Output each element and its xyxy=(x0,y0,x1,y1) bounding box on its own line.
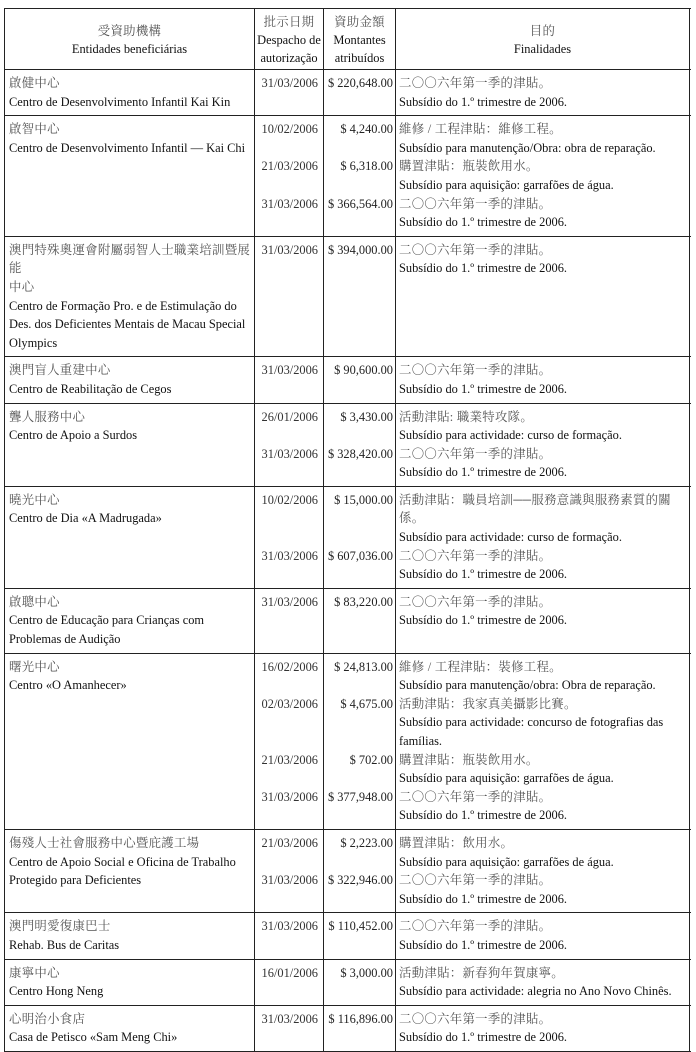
table-row xyxy=(5,404,691,487)
amount-awarded: $ 83,220.00 xyxy=(324,589,396,653)
authorization-date: 31/03/2006 xyxy=(255,871,324,912)
entity-name-line: Centro de Educação para Crianças com xyxy=(9,613,205,628)
entity-name-line: 中心 xyxy=(9,279,35,294)
purpose-line: Subsídio do 1.º trimestre de 2006. xyxy=(399,381,568,396)
header-amount-zh: 資助金額 xyxy=(334,15,385,29)
purpose-line: 二〇〇六年第一季的津貼。 xyxy=(399,594,552,609)
authorization-date: 02/03/2006 xyxy=(255,695,324,751)
entity-name-cell xyxy=(5,960,255,1005)
entity-name-cell xyxy=(5,913,255,958)
entity-name-line: 啟健中心 xyxy=(9,76,60,90)
authorization-date: 31/03/2006 xyxy=(255,788,324,829)
amount-awarded: $ 116,896.00 xyxy=(324,1006,396,1051)
purpose-line: 購置津貼：瓶裝飲用水。 xyxy=(399,752,539,767)
entity-name-line: Centro de Dia «A Madrugada» xyxy=(9,511,162,526)
entity-name-line: 啟聰中心 xyxy=(9,594,60,609)
purpose-line: Subsídio do 1.º trimestre de 2006. xyxy=(399,215,568,230)
amount-awarded: $ 3,430.00 xyxy=(324,404,396,445)
header-entity xyxy=(5,9,255,69)
purpose-line: Subsídio para actividade: curso de formação. xyxy=(399,530,622,545)
table-row xyxy=(5,913,691,959)
amount-awarded: $ 322,946.00 xyxy=(324,871,396,912)
entity-name-line: Centro de Reabilitação de Cegos xyxy=(9,381,172,396)
purpose-line: Subsídio para aquisição: garrafões de água. xyxy=(399,177,614,192)
entity-name-line: 康寧中心 xyxy=(9,965,60,980)
authorization-date: 10/02/2006 xyxy=(255,116,324,157)
purpose-line: 二〇〇六年第一季的津貼。 xyxy=(399,196,552,211)
purpose-line: 二〇〇六年第一季的津貼。 xyxy=(399,76,552,90)
entity-name-cell xyxy=(5,654,255,829)
entity-name-cell xyxy=(5,830,255,912)
authorization-date: 31/03/2006 xyxy=(255,589,324,653)
purpose-line: Subsídio do 1.º trimestre de 2006. xyxy=(399,465,568,480)
purpose-cell xyxy=(396,404,690,445)
purpose-line: Subsídio do 1.º trimestre de 2006. xyxy=(399,261,568,276)
amount-awarded: $ 15,000.00 xyxy=(324,487,396,547)
purpose-line: Subsídio para aquisição: garrafões de água. xyxy=(399,854,614,869)
purpose-line: Subsídio para actividade: alegria no Ano Novo Chinês. xyxy=(399,984,672,999)
purpose-cell xyxy=(396,237,690,357)
table-row xyxy=(5,487,691,589)
entity-name-line: 澳門特殊奧運會附屬弱智人士職業培訓暨展能 xyxy=(9,242,251,276)
purpose-line: 二〇〇六年第一季的津貼。 xyxy=(399,548,552,563)
header-date-zh: 批示日期 xyxy=(263,15,315,29)
authorization-date: 31/03/2006 xyxy=(255,547,324,588)
purpose-line: 活動津貼: 職業特攻隊。 xyxy=(399,409,534,424)
subsidy-table xyxy=(4,8,691,1052)
header-purpose-pt: Finalidades xyxy=(513,42,572,56)
purpose-line: 二〇〇六年第一季的津貼。 xyxy=(399,446,552,461)
entity-name-cell xyxy=(5,1006,255,1051)
entity-name-line: Centro de Desenvolvimento Infantil Kai Kin xyxy=(9,94,231,109)
authorization-date: 10/02/2006 xyxy=(255,487,324,547)
amount-awarded: $ 220,648.00 xyxy=(324,70,396,115)
authorization-date: 31/03/2006 xyxy=(255,70,324,115)
table-header xyxy=(5,9,691,70)
purpose-cell xyxy=(396,913,690,958)
authorization-date: 16/02/2006 xyxy=(255,654,324,695)
authorization-date: 31/03/2006 xyxy=(255,445,324,486)
entity-name-line: Problemas de Audição xyxy=(9,632,121,647)
purpose-line: 活動津貼：新春狗年賀康寧。 xyxy=(399,965,564,980)
amount-awarded: $ 4,675.00 xyxy=(324,695,396,751)
amount-awarded: $ 366,564.00 xyxy=(324,195,396,236)
purpose-cell xyxy=(396,487,690,547)
purpose-cell xyxy=(396,195,690,236)
purpose-cell xyxy=(396,116,690,157)
entity-name-line: 心明治小食店 xyxy=(9,1011,86,1026)
table-row xyxy=(5,116,691,237)
purpose-cell xyxy=(396,695,690,751)
purpose-line: Subsídio do 1.º trimestre de 2006. xyxy=(399,891,568,906)
authorization-date: 16/01/2006 xyxy=(255,960,324,1005)
amount-awarded: $ 3,000.00 xyxy=(324,960,396,1005)
amount-awarded: $ 2,223.00 xyxy=(324,830,396,871)
purpose-line: 維修 / 工程津貼：維修工程。 xyxy=(399,122,562,137)
purpose-line: Subsídio para aquisição: garrafões de água. xyxy=(399,771,614,786)
purpose-line: 二〇〇六年第一季的津貼。 xyxy=(399,242,552,257)
entity-name-line: 傷殘人士社會服務中心暨庇護工場 xyxy=(9,835,200,850)
header-amount-pt: atribuídos xyxy=(334,51,385,65)
table-row xyxy=(5,357,691,403)
authorization-date: 31/03/2006 xyxy=(255,195,324,236)
table-body xyxy=(5,70,691,1052)
amount-awarded: $ 24,813.00 xyxy=(324,654,396,695)
purpose-cell xyxy=(396,751,690,788)
purpose-line: Subsídio para manutenção/Obra: obra de reparação. xyxy=(399,140,656,155)
header-purpose-zh: 目的 xyxy=(529,24,556,38)
amount-awarded: $ 702.00 xyxy=(324,751,396,788)
header-date-pt: Despacho de xyxy=(257,33,321,47)
purpose-cell xyxy=(396,1006,690,1051)
purpose-line: Subsídio do 1.º trimestre de 2006. xyxy=(399,1030,568,1045)
entity-name-line: Des. dos Deficientes Mentais de Macau Special xyxy=(9,317,246,332)
entity-name-cell xyxy=(5,589,255,653)
purpose-line: 二〇〇六年第一季的津貼。 xyxy=(399,1011,552,1026)
entity-name-line: Centro Hong Neng xyxy=(9,984,104,999)
table-row xyxy=(5,1006,691,1052)
amount-awarded: $ 90,600.00 xyxy=(324,357,396,402)
purpose-line: Subsídio do 1.º trimestre de 2006. xyxy=(399,808,568,823)
authorization-date: 26/01/2006 xyxy=(255,404,324,445)
header-purpose xyxy=(396,9,690,69)
purpose-cell xyxy=(396,547,690,588)
table-row xyxy=(5,237,691,358)
authorization-date: 31/03/2006 xyxy=(255,237,324,357)
purpose-cell xyxy=(396,589,690,653)
authorization-date: 21/03/2006 xyxy=(255,751,324,788)
purpose-line: 二〇〇六年第一季的津貼。 xyxy=(399,919,552,934)
table-row xyxy=(5,70,691,116)
entity-name-line: 曙光中心 xyxy=(9,659,60,674)
entity-name-line: 聾人服務中心 xyxy=(9,409,86,424)
purpose-line: Subsídio para actividade: concurso de fotografias das xyxy=(399,715,664,730)
purpose-line: 二〇〇六年第一季的津貼。 xyxy=(399,789,552,804)
entity-name-line: Centro de Apoio a Surdos xyxy=(9,428,138,443)
header-amount xyxy=(324,9,396,69)
entity-name-cell xyxy=(5,116,255,236)
header-date xyxy=(255,9,324,69)
purpose-line: 購置津貼：飲用水。 xyxy=(399,835,514,850)
amount-awarded: $ 328,420.00 xyxy=(324,445,396,486)
entity-name-cell xyxy=(5,404,255,486)
purpose-line: Subsídio do 1.º trimestre de 2006. xyxy=(399,567,568,582)
purpose-line: 活動津貼：我家真美攝影比賽。 xyxy=(399,696,577,711)
entity-name-cell xyxy=(5,357,255,402)
entity-name-line: 澳門明愛復康巴士 xyxy=(9,919,111,934)
entity-name-line: Centro de Apoio Social e Oficina de Trabalho xyxy=(9,854,236,869)
entity-name-cell xyxy=(5,237,255,357)
purpose-line: famílias. xyxy=(399,734,443,748)
purpose-line: Subsídio do 1.º trimestre de 2006. xyxy=(399,613,568,628)
purpose-cell xyxy=(396,960,690,1005)
purpose-line: 二〇〇六年第一季的津貼。 xyxy=(399,363,552,378)
authorization-date: 31/03/2006 xyxy=(255,357,324,402)
purpose-cell xyxy=(396,654,690,695)
entity-name-line: Casa de Petisco «Sam Meng Chi» xyxy=(9,1030,178,1045)
purpose-cell xyxy=(396,788,690,829)
amount-awarded: $ 394,000.00 xyxy=(324,237,396,357)
purpose-cell xyxy=(396,70,690,115)
purpose-cell xyxy=(396,445,690,486)
purpose-cell xyxy=(396,871,690,912)
table-row xyxy=(5,589,691,654)
amount-awarded: $ 6,318.00 xyxy=(324,157,396,194)
entity-name-line: Centro de Desenvolvimento Infantil — Kai Chi xyxy=(9,140,246,155)
purpose-cell xyxy=(396,357,690,402)
amount-awarded: $ 4,240.00 xyxy=(324,116,396,157)
purpose-line: 活動津貼：職員培訓──服務意識與服務素質的關係。 xyxy=(399,492,671,526)
header-entity-zh: 受資助機構 xyxy=(97,24,162,38)
authorization-date: 21/03/2006 xyxy=(255,157,324,194)
entity-name-cell xyxy=(5,487,255,588)
entity-name-line: 曉光中心 xyxy=(9,492,60,507)
amount-awarded: $ 607,036.00 xyxy=(324,547,396,588)
entity-name-line: 澳門盲人重建中心 xyxy=(9,363,111,378)
table-row xyxy=(5,960,691,1006)
amount-awarded: $ 377,948.00 xyxy=(324,788,396,829)
purpose-line: Subsídio para manutenção/obra: Obra de reparação. xyxy=(399,678,656,693)
purpose-cell xyxy=(396,830,690,871)
header-amount-pt: Montantes xyxy=(333,33,386,47)
purpose-line: 二〇〇六年第一季的津貼。 xyxy=(399,873,552,888)
header-entity-pt: Entidades beneficiárias xyxy=(71,42,188,56)
purpose-line: 維修 / 工程津貼：裝修工程。 xyxy=(399,659,562,674)
entity-name-line: 啟智中心 xyxy=(9,122,60,137)
purpose-line: Subsídio do 1.º trimestre de 2006. xyxy=(399,937,568,952)
header-date-pt: autorização xyxy=(260,51,318,65)
table-row xyxy=(5,654,691,830)
table-row xyxy=(5,830,691,913)
entity-name-line: Centro «O Amanhecer» xyxy=(9,678,127,693)
purpose-line: 購置津貼：瓶裝飲用水。 xyxy=(399,159,539,174)
purpose-cell xyxy=(396,157,690,194)
authorization-date: 31/03/2006 xyxy=(255,1006,324,1051)
authorization-date: 21/03/2006 xyxy=(255,830,324,871)
purpose-line: Subsídio do 1.º trimestre de 2006. xyxy=(399,94,568,109)
entity-name-line: Rehab. Bus de Caritas xyxy=(9,937,120,952)
authorization-date: 31/03/2006 xyxy=(255,913,324,958)
entity-name-line: Centro de Formação Pro. e de Estimulação do xyxy=(9,298,237,313)
entity-name-cell xyxy=(5,70,255,115)
entity-name-line: Olympics xyxy=(9,335,58,350)
purpose-line: Subsídio para actividade: curso de formação. xyxy=(399,428,622,443)
entity-name-line: Protegido para Deficientes xyxy=(9,873,142,888)
amount-awarded: $ 110,452.00 xyxy=(324,913,396,958)
